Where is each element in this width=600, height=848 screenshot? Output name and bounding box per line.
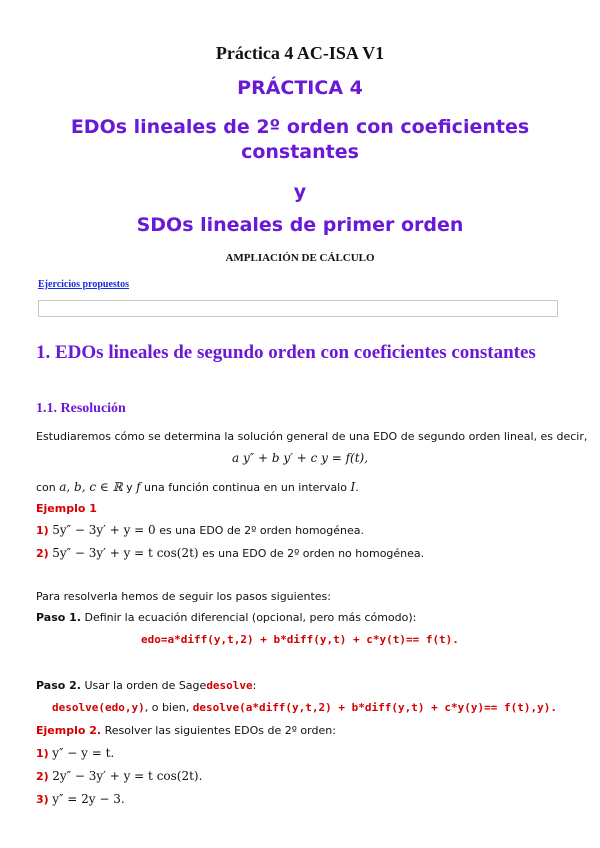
example2-item: 1) y″ − y = t. — [36, 746, 115, 760]
step1-label: Paso 1. — [36, 611, 81, 624]
step2: Paso 2. Usar la orden de Sagedesolve: — [36, 679, 257, 692]
step2-code2: desolve(a*diff(y,t,2) + b*diff(y,t) + c*y(y)== f(t),y). — [192, 701, 557, 714]
general-equation: a y″ + b y′ + c y = f(t), — [231, 451, 369, 465]
topic-title-line2: constantes — [241, 141, 359, 163]
steps-intro: Para resolverla hemos de seguir los pasos siguientes: — [36, 590, 331, 603]
coefficients-math: a, b, c ∈ ℝ — [59, 480, 123, 494]
example1-item-math: 5y″ − 3y′ + y = t cos(2t) — [52, 546, 199, 560]
step2-code-line: desolve(edo,y), o bien, desolve(a*diff(y,t,2) + b*diff(y,t) + c*y(y)== f(t),y). — [52, 701, 557, 714]
topic-title-line1: EDOs lineales de 2º orden con coeficientes — [70, 116, 530, 138]
example2-item: 3) y″ = 2y − 3. — [36, 792, 125, 806]
exercises-link[interactable]: Ejercicios propuestos — [38, 279, 130, 290]
step1: Paso 1. Definir la ecuación diferencial (opcional, pero más cómodo): — [36, 611, 417, 624]
practice-title: PRÁCTICA 4 — [237, 77, 363, 99]
example1-item: 2) 5y″ − 3y′ + y = t cos(2t) es una EDO de 2º orden no homogénea. — [36, 546, 425, 560]
intro-paragraph: Estudiaremos cómo se determina la solución general de una EDO de segundo orden lineal, es decir, — [36, 430, 588, 443]
conjunction: y — [293, 181, 307, 203]
example2-item: 2) 2y″ − 3y′ + y = t cos(2t). — [36, 769, 203, 783]
subsection-heading: 1.1. Resolución — [36, 401, 126, 416]
subject-name: AMPLIACIÓN DE CÁLCULO — [225, 252, 375, 264]
embedded-input-box[interactable] — [38, 300, 558, 317]
step2-label: Paso 2. — [36, 679, 81, 692]
example2-intro: Ejemplo 2. Resolver las siguientes EDOs de 2º orden: — [36, 724, 336, 737]
desolve-command: desolve — [206, 679, 253, 692]
step1-code: edo=a*diff(y,t,2) + b*diff(y,t) + c*y(t)== f(t). — [141, 633, 459, 646]
step2-code1: desolve(edo,y) — [52, 701, 145, 714]
example1-label: Ejemplo 1 — [36, 502, 97, 515]
example1-item-math: 5y″ − 3y′ + y = 0 — [52, 523, 156, 537]
document-header-title: Práctica 4 AC-ISA V1 — [215, 43, 385, 63]
second-topic-title: SDOs lineales de primer orden — [136, 214, 464, 236]
example2-label: Ejemplo 2. — [36, 724, 102, 737]
section-heading: 1. EDOs lineales de segundo orden con coeficientes constantes — [36, 342, 536, 363]
conditions-paragraph: con a, b, c ∈ ℝ y f una función continua en un intervalo I. — [36, 480, 359, 494]
topic-title — [0, 115, 600, 165]
example1-item: 1) 5y″ − 3y′ + y = 0 es una EDO de 2º orden homogénea. — [36, 523, 365, 537]
